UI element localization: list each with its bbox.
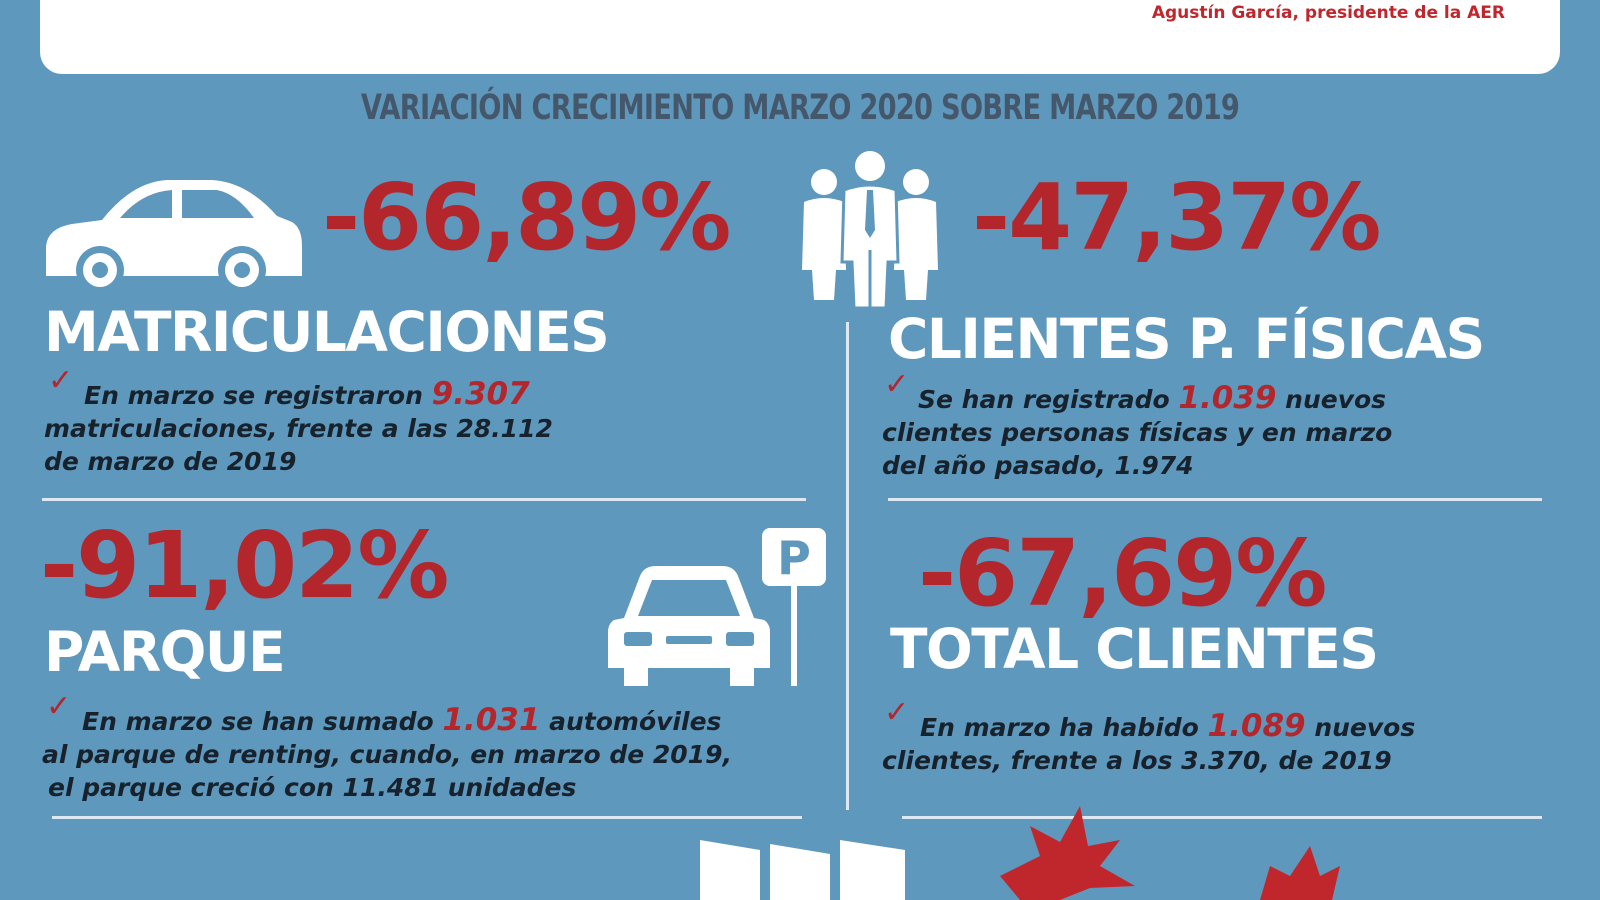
clientes-fisicas-highlight: 1.039: [1178, 380, 1277, 416]
buildings-icon: [700, 836, 910, 900]
total-clientes-value: -67,69%: [918, 520, 1326, 627]
matriculaciones-label: MATRICULACIONES: [44, 300, 609, 364]
people-group-icon: [796, 150, 946, 310]
sun-burst-icon: [960, 806, 1360, 900]
matriculaciones-highlight: 9.307: [431, 376, 530, 412]
matriculaciones-value: -66,89%: [322, 164, 730, 271]
parking-sign-letter: P: [777, 531, 811, 585]
total-clientes-description: En marzo ha habido 1.089 nuevos clientes, frente a los 3.370, de 2019: [882, 708, 1416, 775]
check-icon: ✓: [884, 695, 910, 730]
check-icon: ✓: [48, 363, 74, 398]
clientes-fisicas-value: -47,37%: [972, 164, 1380, 271]
divider: [52, 816, 802, 819]
vertical-divider: [846, 322, 849, 810]
parque-highlight: 1.031: [442, 702, 541, 738]
parque-value: -91,02%: [40, 512, 448, 619]
parque-description: En marzo se han sumado 1.031 automóviles al parque de renting, cuando, en marzo de 2019, el parque creció con 11.481 unidades: [42, 702, 732, 802]
check-icon: ✓: [46, 689, 72, 724]
parque-label: PARQUE: [44, 620, 285, 684]
clientes-fisicas-description: Se han registrado 1.039 nuevos clientes personas físicas y en marzo del año pasado, 1.974: [882, 380, 1393, 480]
divider: [42, 498, 806, 501]
divider: [888, 498, 1542, 501]
section-heading: VARIACIÓN CRECIMIENTO MARZO 2020 SOBRE MARZO 2019: [360, 88, 1240, 128]
matriculaciones-description: En marzo se registraron 9.307 matriculaciones, frente a las 28.112 de marzo de 2019: [44, 376, 553, 476]
parking-sign-icon: [762, 528, 828, 688]
total-clientes-label: TOTAL CLIENTES: [890, 617, 1378, 681]
total-clientes-highlight: 1.089: [1207, 708, 1306, 744]
car-side-icon: [42, 172, 304, 292]
clientes-fisicas-label: CLIENTES P. FÍSICAS: [888, 307, 1484, 371]
car-front-icon: [604, 560, 774, 690]
quote-author: Agustín García, presidente de la AER: [1151, 3, 1505, 23]
check-icon: ✓: [884, 367, 910, 402]
quote-card: [40, 0, 1560, 74]
